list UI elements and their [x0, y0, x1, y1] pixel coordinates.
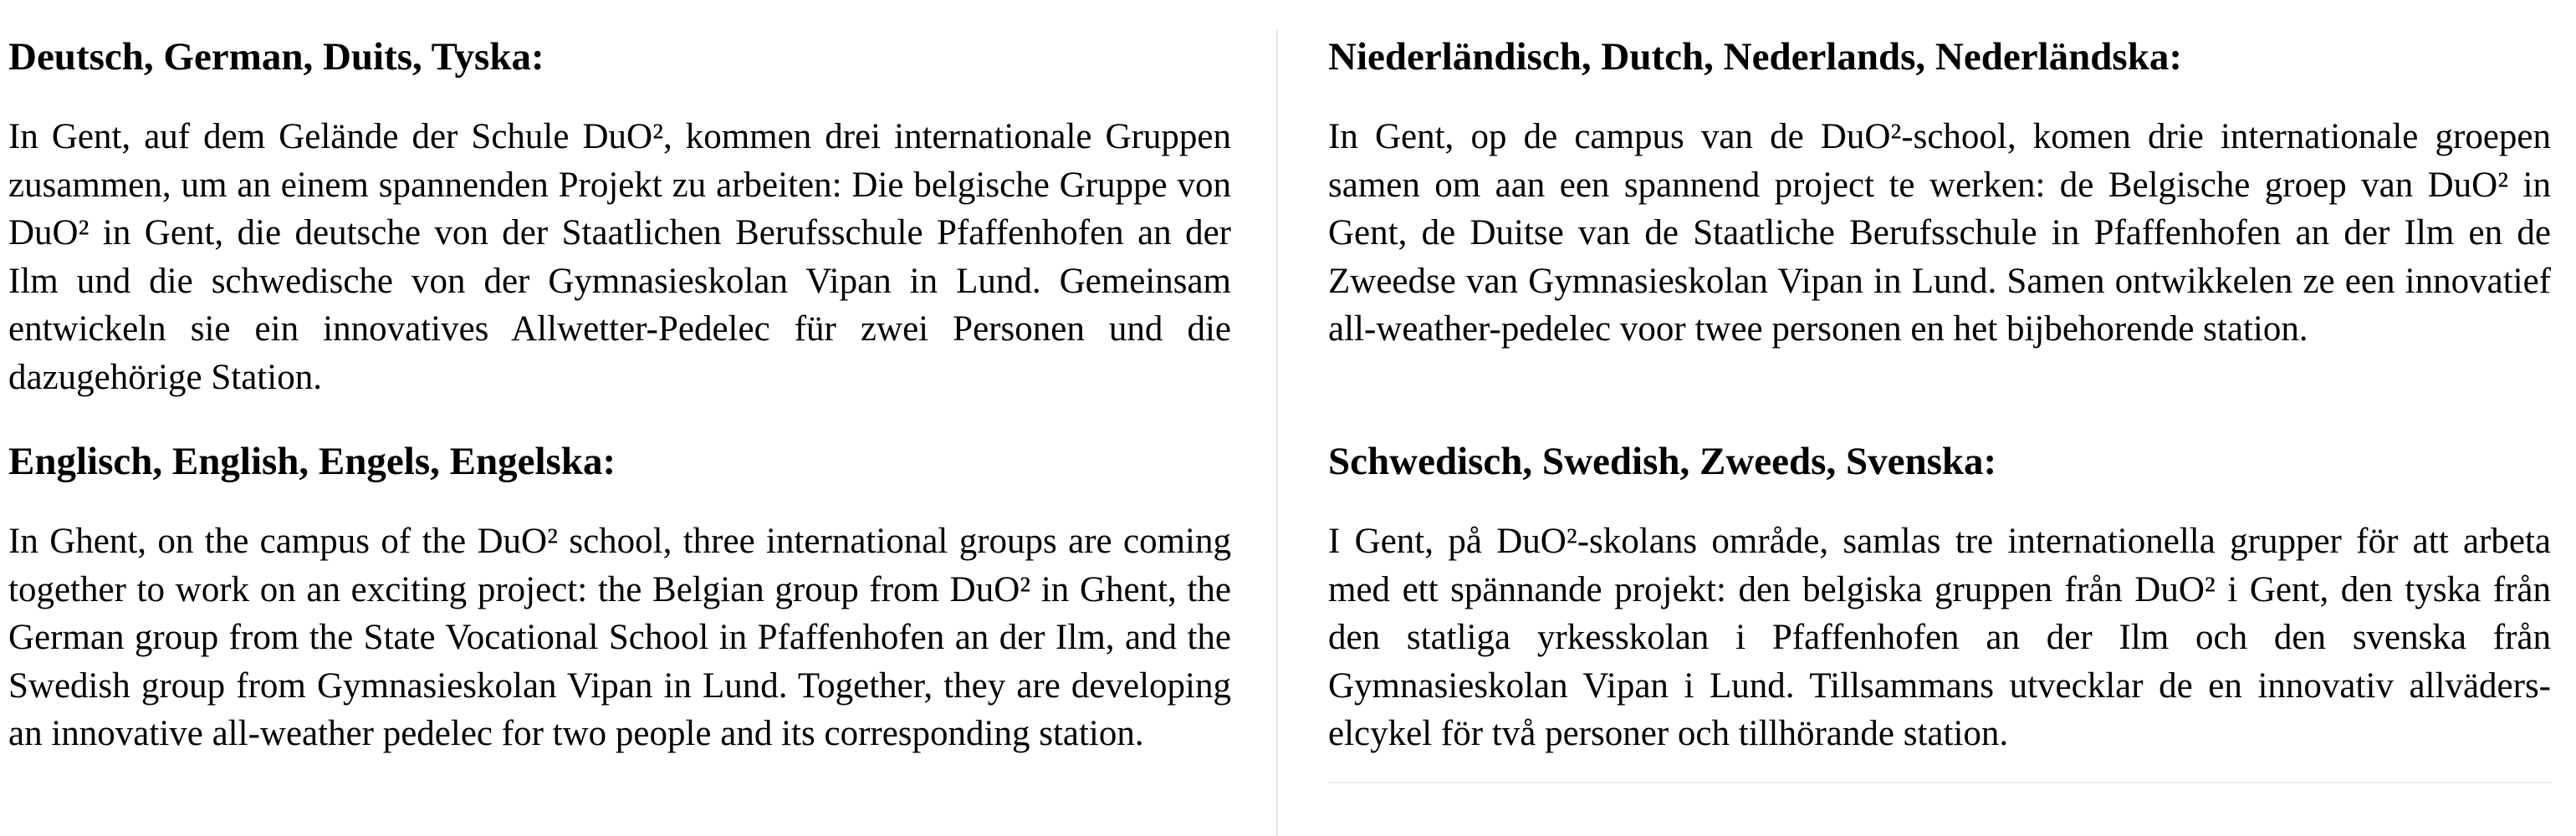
english-paragraph: In Ghent, on the campus of the DuO² school, three international groups are coming together to work on an exciting project: the Belgian group from DuO² in Ghent, the German group from the State Vocational School in Pfaffenhofen an der Ilm, and the Swedish group from Gymnasieskolan Vipan in Lund. Together, they are developing an innovative all-weather pedelec for two people and its corresponding station.: [8, 522, 1231, 753]
swedish-heading: Schwedisch, Swedish, Zweeds, Svenska:: [1328, 440, 1997, 483]
german-paragraph: In Gent, auf dem Gelände der Schule DuO², kommen drei internationale Gruppen zusammen, um an einem spannenden Projekt zu arbeiten: Die belgische Gruppe von DuO² in Gent, die deutsche von der Staatlichen Berufsschule Pfaffenhofen an der Ilm und die schwedische von der Gymnasieskolan Vipan in Lund. Gemeinsam entwickeln sie ein innovatives Allwetter-Pedelec für zwei Personen und die dazugehörige Station.: [8, 117, 1231, 397]
dutch-heading: Niederländisch, Dutch, Nederlands, Nederländska:: [1328, 35, 2183, 79]
column-divider: [1276, 30, 1278, 836]
swedish-paragraph: I Gent, på DuO²-skolans område, samlas tre internationella grupper för att arbeta med ett spännande projekt: den belgiska gruppen från DuO² i Gent, den tyska från den statliga yrkesskolan i Pfaffenhofen an der Ilm och den svenska från Gymnasieskolan Vipan i Lund. Tillsammans utvecklar de en innovativ allväders-elcykel för två personer och tillhörande station.: [1328, 522, 2551, 753]
english-heading: Englisch, English, Engels, Engelska:: [8, 440, 616, 483]
bottom-rule: [1328, 782, 2551, 783]
german-heading: Deutsch, German, Duits, Tyska:: [8, 35, 544, 79]
dutch-paragraph: In Gent, op de campus van de DuO²-school, komen drie internationale groepen samen om aan een spannend project te werken: de Belgische groep van DuO² in Gent, de Duitse van de Staatliche Berufsschule in Pfaffenhofen an der Ilm en de Zweedse van Gymnasieskolan Vipan in Lund. Samen ontwikkelen ze een innovatief all-weather-pedelec voor twee personen en het bijbehorende station.: [1328, 117, 2551, 349]
